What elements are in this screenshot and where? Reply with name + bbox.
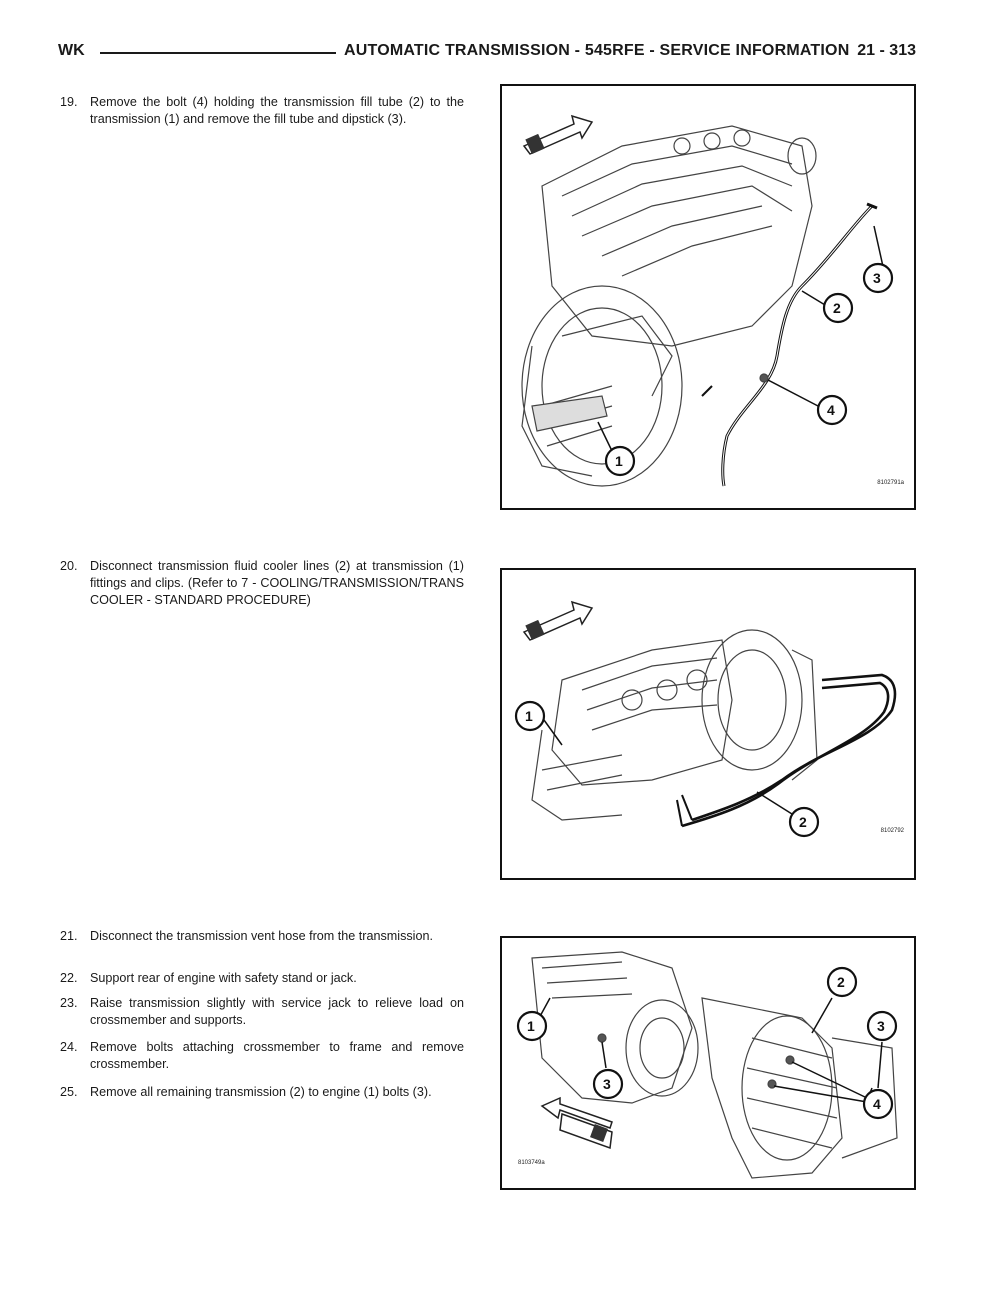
callout-2 [790, 808, 818, 836]
callout-3-right [868, 1012, 896, 1040]
callout-1 [518, 1012, 546, 1040]
svg-text:3: 3 [873, 270, 881, 286]
figure-id: 8102792 [880, 828, 904, 834]
step-text: Remove the bolt (4) holding the transmission fill tube (2) to the transmission (1) and remove the fill tube and dipstick (3). [90, 95, 464, 126]
header-title: AUTOMATIC TRANSMISSION - 545RFE - SERVICE INFORMATION [344, 42, 850, 59]
step-number: 25. [60, 1085, 78, 1099]
callout-2 [824, 294, 852, 322]
svg-text:1: 1 [527, 1018, 535, 1034]
callout-2 [828, 968, 856, 996]
callout-3 [864, 264, 892, 292]
step-23 [60, 995, 464, 1029]
callout-4 [818, 396, 846, 424]
step-number: 22. [60, 971, 78, 985]
figure-cooler-lines-illustration [502, 570, 914, 878]
step-20 [60, 558, 464, 609]
fwd-arrow-icon [542, 1098, 612, 1148]
svg-text:4: 4 [873, 1096, 881, 1112]
svg-text:3: 3 [877, 1018, 885, 1034]
fwd-arrow-icon [524, 116, 592, 154]
header-code: WK [58, 42, 85, 59]
step-22 [60, 970, 464, 987]
svg-text:2: 2 [833, 300, 841, 316]
step-number: 23. [60, 996, 78, 1010]
svg-text:2: 2 [837, 974, 845, 990]
callout-1 [606, 447, 634, 475]
step-24 [60, 1039, 464, 1073]
callout-1 [516, 702, 544, 730]
figure-transmission-bolts [500, 936, 916, 1190]
figure-id: 8102791a [877, 480, 904, 486]
svg-text:1: 1 [525, 708, 533, 724]
callout-4 [864, 1090, 892, 1118]
step-number: 21. [60, 929, 78, 943]
svg-text:2: 2 [799, 814, 807, 830]
figure-fill-tube-illustration [502, 86, 914, 508]
step-text: Remove bolts attaching crossmember to frame and remove crossmember. [90, 1040, 464, 1071]
figure-transmission-bolts-illustration [502, 938, 914, 1188]
step-19 [60, 94, 464, 128]
step-number: 20. [60, 559, 78, 573]
step-text: Disconnect transmission fluid cooler lines (2) at transmission (1) fittings and clips. (Refer to 7 - COOLING/TRANSMISSION/TRANS COOLER - STANDARD PROCEDURE) [90, 559, 464, 607]
callout-3-left [594, 1070, 622, 1098]
svg-text:3: 3 [603, 1076, 611, 1092]
step-text: Support rear of engine with safety stand or jack. [90, 971, 357, 985]
page-header [58, 40, 916, 64]
figure-cooler-lines [500, 568, 916, 880]
svg-text:4: 4 [827, 402, 835, 418]
step-21 [60, 928, 464, 945]
step-number: 19. [60, 95, 78, 109]
page-number: 21 - 313 [857, 42, 916, 59]
step-number: 24. [60, 1040, 78, 1054]
figure-id: 8103749a [518, 1160, 545, 1166]
figure-fill-tube [500, 84, 916, 510]
step-text: Raise transmission slightly with service jack to relieve load on crossmember and supports. [90, 996, 464, 1027]
fwd-arrow-icon [524, 602, 592, 640]
svg-text:1: 1 [615, 453, 623, 469]
header-rule [100, 52, 336, 54]
step-text: Disconnect the transmission vent hose from the transmission. [90, 929, 433, 943]
step-25 [60, 1084, 464, 1101]
step-text: Remove all remaining transmission (2) to engine (1) bolts (3). [90, 1085, 432, 1099]
